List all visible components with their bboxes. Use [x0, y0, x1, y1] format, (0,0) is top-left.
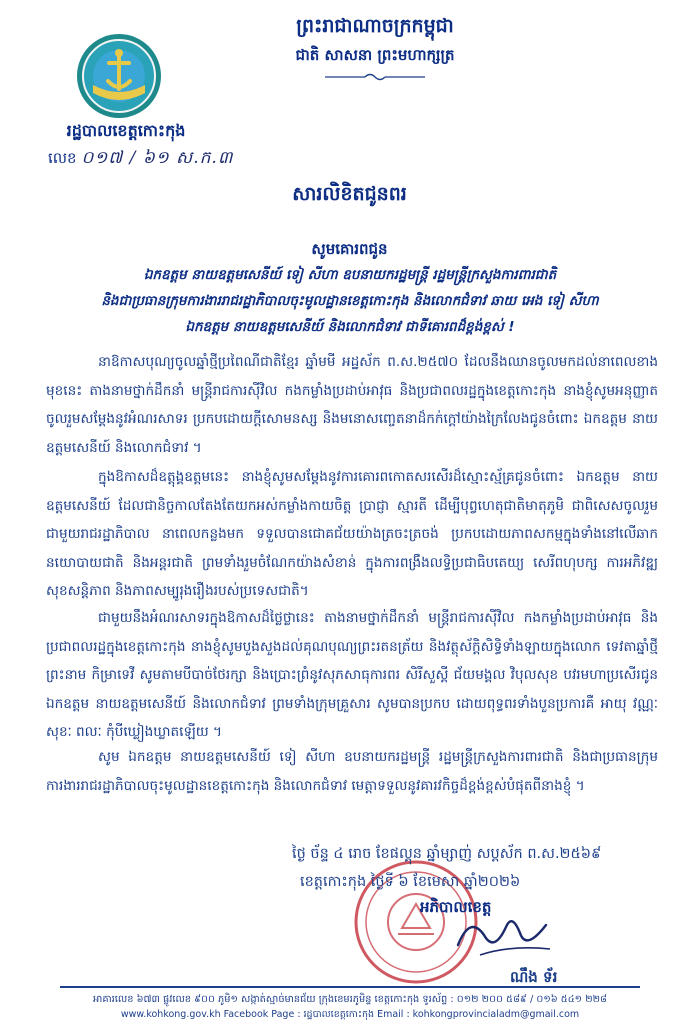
org-name: រដ្ឋបាលខេត្តកោះកុង: [66, 121, 186, 140]
solar-date: ខេត្តកោះកុង ថ្ងៃទី ៦ ខែមេសា ឆ្នាំ២០២៦: [300, 874, 521, 890]
ornament-divider-icon: [325, 72, 425, 82]
body-paragraph-3: [46, 604, 658, 747]
body-paragraph-1: [46, 348, 658, 462]
handwritten-signature: [450, 905, 560, 965]
governor-title: អភិបាលខេត្ត: [420, 898, 492, 916]
reference-number: [48, 147, 233, 172]
footer-contacts: www.kohkong.gov.kh Facebook Page : រដ្ឋបាលខេត្តកោះកុង Email : kohkongprovincialadm@gmail.com: [120, 1009, 580, 1020]
address-line-1: ឯកឧត្តម នាយឧត្តមសេនីយ៍ ទៀ សីហា ឧបនាយករដ្ឋមន្ត្រី រដ្ឋមន្ត្រីក្រសួងការពារជាតិ: [143, 267, 557, 283]
paragraph-text: នាឱកាសបុណ្យចូលឆ្នាំថ្មីប្រពៃណីជាតិខ្មែរ ឆ្នាំមមី អដ្ឋស័ក ព.ស.២៥៧០ ដែលនឹងឈានចូលមកដល់នាពេលខាងមុខនេះ តាងនាមថ្នាក់ដឹកនាំ មន្ត្រីរាជការស៊ីវិល កងកម្លាំងប្រដាប់អាវុធ និងប្រជាពលរដ្ឋក្នុងខេត្តកោះកុង នាងខ្ញុំសូមអនុញ្ញាតចូលរួមសម្តែងនូវអំណរសាទរ ប្រកបដោយក្តីសោមនស្ស និងមនោសញ្ចេតនាដ៏កក់ក្តៅយ៉ាងក្រៃលែងជូនចំពោះ ឯកឧត្តម នាយឧត្តមសេនីយ៍ និងលោកជំទាវ ។: [46, 354, 658, 456]
national-motto: ជាតិ សាសនា ព្រះមហាក្សត្រ: [295, 46, 455, 64]
document-title: សារលិខិតជូនពរ: [292, 183, 407, 205]
lunar-date: ថ្ងៃ ច័ន្ទ ៤ រោច ខែផល្គុន ឆ្នាំម្សាញ់ សប្តស័ក ព.ស.២៥៦៩: [292, 846, 602, 862]
address-line-2: និងជាប្រធានក្រុមការងាររាជរដ្ឋាភិបាលចុះមូលដ្ឋានខេត្តកោះកុង និងលោកជំទាវ ឆាយ អេង ទៀ សីហា: [101, 293, 599, 309]
ref-label: លេខ: [48, 149, 77, 167]
footer-address: អាគារលេខ ៦៧៣ ផ្លូវលេខ ៩០០ ភូមិ១ សង្កាត់ស្មាច់មានជ័យ ក្រុងខេមរភូមិន្ទ ខេត្តកោះកុង ទូរស័ព្ទ : ០១២ ២០០ ៥៨៩ / ០១៦ ៥៤១ ២២៨: [93, 994, 607, 1005]
body-paragraph-2: [46, 463, 658, 606]
respect-line: សូមគោរពជូន: [311, 240, 388, 258]
paragraph-text: សូម ឯកឧត្តម នាយឧត្តមសេនីយ៍ ទៀ សីហា ឧបនាយករដ្ឋមន្ត្រី រដ្ឋមន្ត្រីក្រសួងការពារជាតិ និងជាប្រធានក្រុមការងាររាជរដ្ឋាភិបាលចុះមូលដ្ឋានខេត្តកោះកុង និងលោកជំទាវ មេត្តាទទួលនូវគារវកិច្ចដ៏ខ្ពង់ខ្ពស់បំផុតពីនាងខ្ញុំ ។: [46, 749, 658, 794]
body-paragraph-4: [46, 743, 658, 800]
paragraph-text: ក្នុងឱកាសដ៏ឧត្តុង្គឧត្តមនេះ នាងខ្ញុំសូមសម្តែងនូវការគោរពកោតសរសើរដ៏ស្មោះស្ម័គ្រជូនចំពោះ ឯកឧត្តម នាយឧត្តមសេនីយ៍ ដែលជានិច្ចកាលតែងតែយកអស់កម្លាំងកាយចិត្ត ប្រាជ្ញា ស្មារតី ដើម្បីបុព្វហេតុជាតិមាតុភូមិ ជាពិសេសចូលរួមជាមួយរាជរដ្ឋាភិបាល នាពេលកន្លងមក ទទួលបានជោគជ័យយ៉ាងត្រចះត្រចង់ ប្រកបដោយភាពសកម្មក្នុងទាំងនៅលើឆាកនយោបាយជាតិ និងអន្តរជាតិ ព្រមទាំងរួមចំណែកយ៉ាងសំខាន់ ក្នុងការពង្រឹងលទ្ធិប្រជាធិបតេយ្យ សេរីពហុបក្ស ការអភិវឌ្ឍ សុខសន្តិភាព និងភាពសម្បូរុងរឿងរបស់ប្រទេសជាតិ។: [46, 469, 658, 599]
paragraph-text: ជាមួយនឹងអំណរសាទរក្នុងឱកាសដ៏ថ្លៃថ្លានេះ តាងនាមថ្នាក់ដឹកនាំ មន្ត្រីរាជការស៊ីវិល កងកម្លាំងប្រដាប់អាវុធ និងប្រជាពលរដ្ឋក្នុងខេត្តកោះកុង នាងខ្ញុំសូមបួងសួងដល់គុណបុណ្យព្រះរតនត្រ័យ និងវត្ថុស័ក្តិសិទ្ធិទាំងឡាយក្នុងលោក ទេវតាឆ្នាំថ្មី ព្រះនាម កិម្រាទេវី សូមតាមបីបាច់ថែរក្សា និងប្រោះព្រំនូវសុភសាធុការពរ សិរីសួស្តី ជ័យមង្គល វិបុលសុខ បវរមហាប្រសើរជូន ឯកឧត្តម នាយឧត្តមសេនីយ៍ និងលោកជំទាវ ព្រមទាំងក្រុមគ្រួសារ សូមបានប្រកប ដោយពុទ្ធពរទាំងបួនប្រការគឺ អាយុ វណ្ណៈ សុខៈ ពលៈ កុំបីឃ្លៀងឃ្លាតឡើយ ។: [46, 610, 658, 740]
ref-number-handwritten: ០១៧ / ៦១ ស.ក.៣: [81, 148, 234, 168]
address-line-3: ឯកឧត្តម នាយឧត្តមសេនីយ៍ និងលោកជំទាវ ជាទីគោរពដ៏ខ្ពង់ខ្ពស់ !: [185, 319, 515, 335]
provincial-seal-logo: [76, 33, 162, 119]
signer-name: ណឹង ទ័រ: [510, 968, 558, 986]
kingdom-heading: ព្រះរាជាណាចក្រកម្ពុជា: [296, 15, 454, 37]
footer-divider: [60, 986, 640, 988]
